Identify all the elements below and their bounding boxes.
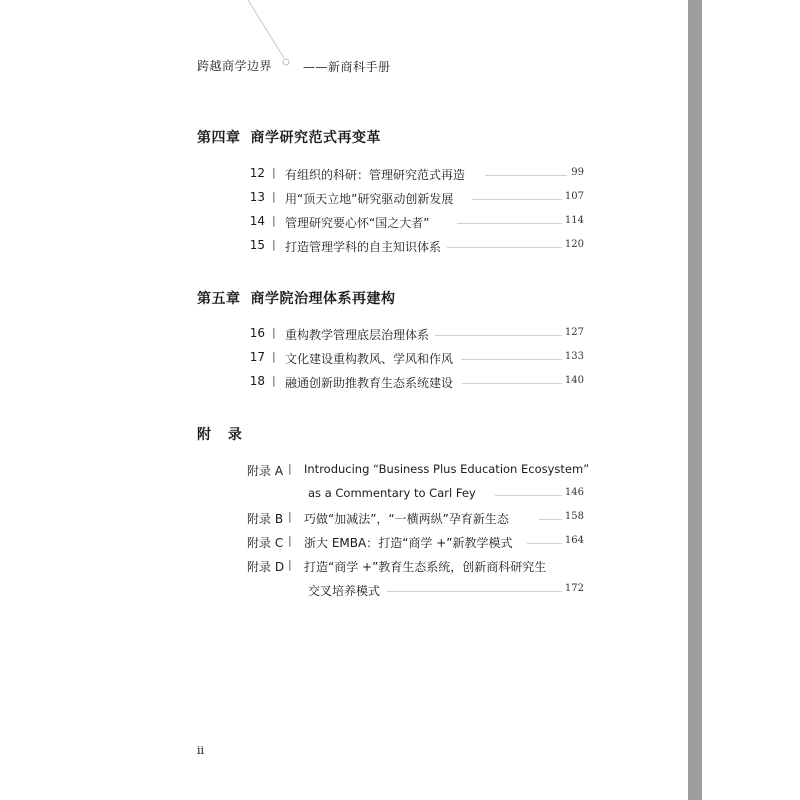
chapter-number: 第五章	[197, 291, 241, 307]
separator: |	[272, 238, 276, 251]
leader-line	[527, 543, 562, 544]
separator: |	[288, 534, 292, 547]
toc-entry[interactable]	[247, 166, 584, 186]
leader-line	[447, 247, 562, 248]
appendix-label: 附录 B	[247, 512, 284, 526]
leader-line	[457, 223, 562, 224]
entry-number: 12	[249, 166, 265, 180]
separator: |	[272, 190, 276, 203]
chapter-heading	[197, 288, 396, 308]
entry-number: 13	[249, 190, 265, 204]
appendix-label: 附录 C	[247, 536, 284, 550]
appendix-entry[interactable]	[247, 558, 584, 606]
separator: |	[272, 326, 276, 339]
entry-page: 114	[564, 215, 584, 226]
leader-line	[495, 495, 562, 496]
appendix-heading: 附 录	[197, 427, 248, 443]
chapter-number: 第四章	[197, 130, 241, 146]
entry-title: 用“顶天立地”研究驱动创新发展	[285, 192, 454, 206]
appendix-page: 146	[564, 487, 584, 498]
entry-title: 重构教学管理底层治理体系	[285, 328, 430, 342]
appendix-title-cont: 交叉培养模式	[308, 584, 381, 598]
appendix-title: 巧做“加减法”，“一横两纵”孕育新生态	[304, 512, 509, 526]
toc-entry[interactable]	[247, 350, 584, 370]
toc-entry[interactable]	[247, 190, 584, 210]
leader-line	[539, 519, 562, 520]
appendix-entry[interactable]	[247, 534, 584, 554]
entry-page: 133	[564, 351, 584, 362]
appendix-entry[interactable]	[247, 462, 590, 510]
entry-page: 120	[564, 239, 584, 250]
entry-title: 融通创新助推教育生态系统建设	[285, 376, 454, 390]
chapter-title: 商学研究范式再变革	[250, 130, 381, 146]
separator: |	[272, 166, 276, 179]
entry-page: 140	[564, 375, 584, 386]
separator: |	[288, 462, 292, 475]
separator: |	[288, 558, 292, 571]
toc-entry[interactable]	[247, 214, 584, 234]
leader-line	[485, 175, 567, 176]
leader-line	[435, 335, 562, 336]
appendix-title: Introducing “Business Plus Education Ecosystem”	[304, 462, 590, 476]
appendix-page: 158	[564, 511, 584, 522]
entry-title: 打造管理学科的自主知识体系	[285, 240, 442, 254]
entry-page: 99	[571, 167, 584, 178]
separator: |	[288, 510, 292, 523]
entry-number: 17	[249, 350, 265, 364]
appendix-title: 打造“商学 +”教育生态系统，创新商科研究生	[304, 560, 547, 574]
separator: |	[272, 214, 276, 227]
toc-entry[interactable]	[247, 238, 584, 258]
leader-line	[387, 591, 562, 592]
appendix-label: 附录 A	[247, 464, 284, 478]
chapter-title: 商学院治理体系再建构	[250, 291, 396, 307]
spine-bar	[688, 0, 702, 800]
page-margin	[688, 0, 800, 800]
leader-line	[461, 359, 562, 360]
entry-number: 16	[249, 326, 265, 340]
entry-title: 有组织的科研：管理研究范式再造	[285, 168, 466, 182]
entry-page: 127	[564, 327, 584, 338]
appendix-title-cont: as a Commentary to Carl Fey	[308, 486, 476, 500]
leader-line	[472, 199, 562, 200]
entry-number: 14	[249, 214, 265, 228]
separator: |	[272, 374, 276, 387]
entry-title: 文化建设重构教风、学风和作风	[285, 352, 454, 366]
appendix-entry[interactable]	[247, 510, 584, 530]
separator: |	[272, 350, 276, 363]
running-header-subtitle: ——新商科手册	[303, 60, 391, 74]
leader-line	[462, 383, 562, 384]
appendix-title: 浙大 EMBA：打造“商学 +”新教学模式	[304, 536, 513, 550]
toc-entry[interactable]	[247, 374, 584, 394]
appendix-page: 172	[564, 583, 584, 594]
chapter-heading	[197, 127, 381, 147]
entry-title: 管理研究要心怀“国之大者”	[285, 216, 430, 230]
entry-number: 15	[249, 238, 265, 252]
toc-entry[interactable]	[247, 326, 584, 346]
page-number: ii	[197, 744, 205, 757]
entry-number: 18	[249, 374, 265, 388]
appendix-page: 164	[564, 535, 584, 546]
entry-page: 107	[564, 191, 584, 202]
running-header-title: 跨越商学边界	[197, 59, 273, 73]
appendix-label: 附录 D	[247, 560, 285, 574]
